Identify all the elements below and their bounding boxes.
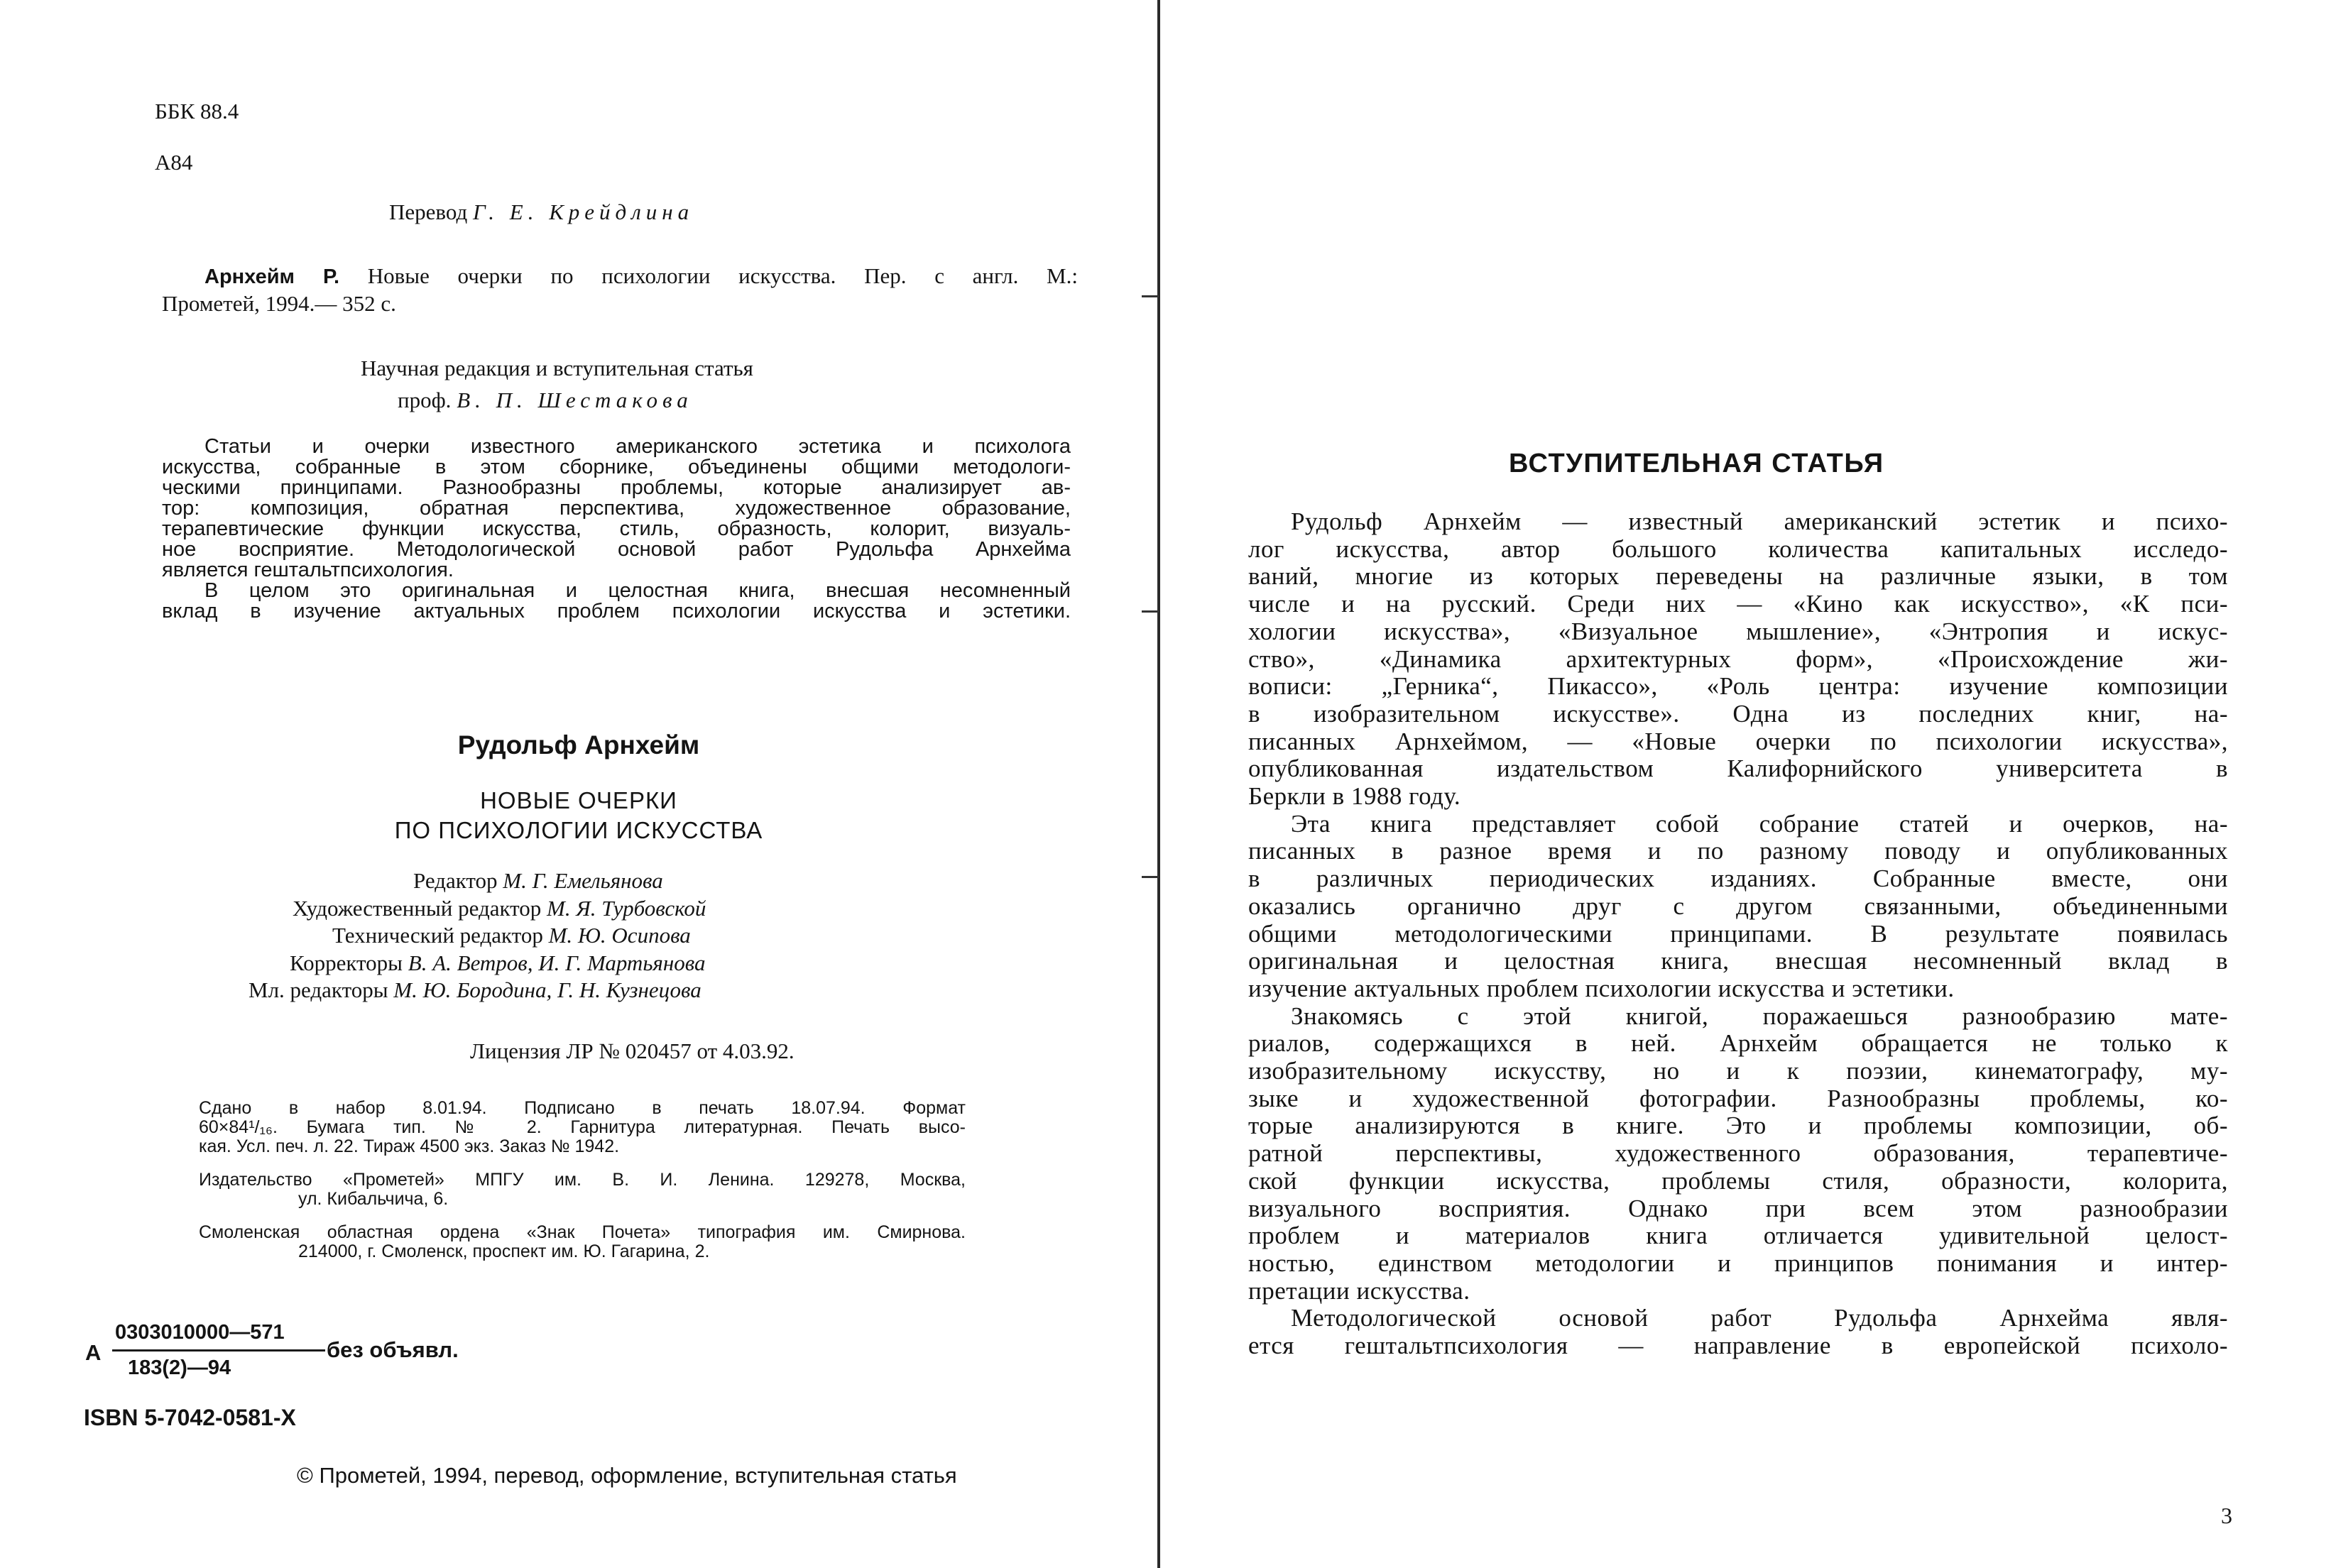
imprint-block — [199, 1099, 966, 1276]
book-title-line1: НОВЫЕ ОЧЕРКИ — [480, 787, 677, 813]
author-sign: А84 — [155, 150, 193, 175]
article-body — [1248, 508, 2228, 1360]
bib-title: Новые очерки по психологии искусства. Пер. с англ. М.: — [339, 263, 1078, 288]
body-line: ство», «Динамика архитектурных форм», «Происхождение жи- — [1248, 645, 2228, 673]
body-line: в различных периодических изданиях. Собранные вместе, они — [1248, 865, 2228, 893]
bbk-code: ББК 88.4 — [155, 99, 239, 124]
license: Лицензия ЛР № 020457 от 4.03.92. — [470, 1038, 795, 1063]
annotation-line: Статьи и очерки известного американского эстетика и психолога — [204, 435, 1071, 458]
body-line: оригинальная и целостная книга, внесшая несомненный вклад в — [1248, 947, 2228, 975]
body-line: зыке и художественной фотографии. Разнообразны проблемы, ко- — [1248, 1084, 2228, 1112]
body-line: изобразительному искусству, но и к поэзии, кинематографу, му- — [1248, 1057, 2228, 1085]
annotation-line: ное восприятие. Методологической основой работ Рудольфа Арнхейма — [162, 538, 1071, 561]
translation-line — [389, 199, 694, 226]
gutter-tick — [1142, 876, 1159, 878]
article-heading: ВСТУПИТЕЛЬНАЯ СТАТЬЯ — [1509, 449, 1884, 478]
annotation-line: ческими принципами. Разнообразны проблемы, которые анализирует ав- — [162, 476, 1071, 499]
body-line: ностью, единством методологии и принципов понимания и интер- — [1248, 1249, 2228, 1277]
body-line: лог искусства, автор большого количества капитальных исследо- — [1248, 534, 2228, 563]
credit-junior-editors: Мл. редакторы М. Ю. Бородина, Г. Н. Кузнецова — [249, 977, 702, 1002]
body-line: Беркли в 1988 году. — [1248, 782, 1461, 811]
index-fraction-bar — [112, 1349, 325, 1352]
left-page — [0, 0, 1157, 1568]
body-line: в изобразительном искусстве». Одна из последних книг, на- — [1248, 699, 2228, 728]
editor-name: В. П. Шестакова — [457, 388, 693, 412]
body-line: общими методологическими принципами. В результате появилась — [1248, 919, 2228, 948]
body-line: ется гештальтпсихология — направление в европейской психоло- — [1248, 1332, 2228, 1360]
page-number: 3 — [2221, 1503, 2232, 1528]
gutter-tick — [1142, 610, 1159, 613]
body-line: писанных Арнхеймом, — «Новые очерки по психологии искусства», — [1248, 727, 2228, 755]
body-line: числе и на русский. Среди них — «Кино как искусство», «К пси- — [1248, 590, 2228, 618]
body-line: изучение актуальных проблем психологии искусства и эстетики. — [1248, 974, 1955, 1002]
body-line: Рудольф Арнхейм — известный американский эстетик и психо- — [1291, 508, 2228, 535]
body-line: писанных в разное время и по разному поводу и опубликованных — [1248, 837, 2228, 865]
annotation-line: В целом это оригинальная и целостная книга, внесшая несомненный — [204, 579, 1071, 602]
editorial-line2 — [398, 387, 693, 414]
body-line: проблем и материалов книга отличается удивительной целост- — [1248, 1222, 2228, 1250]
annotation-line: искусства, собранные в этом сборнике, объединены общими методологи- — [162, 456, 1071, 478]
body-line: ской функции искусства, проблемы стиля, образности, колорита, — [1248, 1166, 2228, 1195]
body-line: вописи: „Герника“, Пикассо», «Роль центра: изучение композиции — [1248, 672, 2228, 701]
credit-editor: Редактор М. Г. Емельянова — [413, 868, 663, 893]
body-line: хологии искусства», «Визуальное мышление», «Энтропия и искус- — [1248, 617, 2228, 645]
imprint-printer: Смоленская областная ордена «Знак Почета» типография им. Смирнова. 214000, г. Смоленск, проспект им. Ю. Гагарина, 2. — [199, 1222, 966, 1261]
credits-list — [249, 867, 859, 1004]
body-line: торые анализируются в книге. Это и проблемы композиции, об- — [1248, 1112, 2228, 1140]
body-line: Эта книга представляет собой собрание статей и очерков, на- — [1291, 809, 2228, 838]
annotation-line: вклад в изучение актуальных проблем психологии искусства и эстетики. — [162, 600, 1071, 623]
annotation — [162, 437, 1071, 622]
bib-author: Арнхейм Р. — [204, 265, 340, 288]
body-line: претации искусства. — [1248, 1276, 1470, 1305]
credit-correctors: Корректоры В. А. Ветров, И. Г. Мартьянова — [290, 950, 706, 975]
body-line: ваний, многие из которых переведены на различные языки, в том — [1248, 562, 2228, 591]
book-author: Рудольф Арнхейм — [457, 730, 700, 760]
gutter-tick — [1142, 295, 1159, 297]
annotation-line: тор: композиция, обратная перспектива, художественное образование, — [162, 497, 1071, 520]
body-line: опубликованная издательством Калифорнийского университета в — [1248, 755, 2228, 783]
index-note: без объявл. — [327, 1337, 459, 1362]
annotation-line: терапевтические функции искусства, стиль, образность, колорит, визуаль- — [162, 517, 1071, 540]
copyright: © Прометей, 1994, перевод, оформление, вступительная статья — [297, 1463, 957, 1488]
imprint-print-data: Сдано в набор 8.01.94. Подписано в печать 18.07.94. Формат 60×84¹/₁₆. Бумага тип. № 2. Гарнитура литературная. Печать высо- кая. Усл. печ. л. 22. Тираж 4500 экз. Заказ № 1942. — [199, 1098, 966, 1156]
book-gutter — [1157, 0, 1160, 1568]
index-denominator: 183(2)—94 — [128, 1356, 231, 1379]
bib-publisher: Прометей, 1994.— 352 с. — [162, 291, 396, 316]
credit-tech-editor: Технический редактор М. Ю. Осипова — [332, 923, 691, 948]
editorial-line1: Научная редакция и вступительная статья — [361, 356, 753, 380]
book-title-line2: ПО ПСИХОЛОГИИ ИСКУССТВА — [394, 817, 763, 843]
body-line: риалов, содержащихся в ней. Арнхейм обращается не только к — [1248, 1029, 2228, 1058]
body-line: Методологической основой работ Рудольфа Арнхейма явля- — [1291, 1304, 2228, 1332]
credit-art-editor: Художественный редактор М. Я. Турбовской — [293, 895, 706, 921]
annotation-line: является гештальтпсихология. — [162, 559, 454, 581]
index-numerator: 0303010000—571 — [115, 1321, 285, 1344]
translation-label: Перевод — [389, 199, 468, 224]
translator-name: Г. Е. Крейдлина — [472, 199, 694, 224]
body-line: визуального восприятия. Однако при всем этом разнообразии — [1248, 1194, 2228, 1222]
bibliographic-record — [162, 263, 1078, 317]
index-letter: А — [85, 1340, 102, 1365]
body-line: ратной перспективы, художественного образования, терапевтиче- — [1248, 1139, 2228, 1168]
editorial-prefix: проф. — [398, 388, 452, 412]
isbn: ISBN 5-7042-0581-X — [84, 1405, 296, 1430]
body-line: Знакомясь с этой книгой, поражаешься разнообразию мате- — [1291, 1002, 2228, 1030]
imprint-publisher: Издательство «Прометей» МПГУ им. В. И. Ленина. 129278, Москва, ул. Кибальчича, 6. — [199, 1170, 966, 1209]
body-line: оказались органично друг с другом связанными, объединенными — [1248, 892, 2228, 920]
